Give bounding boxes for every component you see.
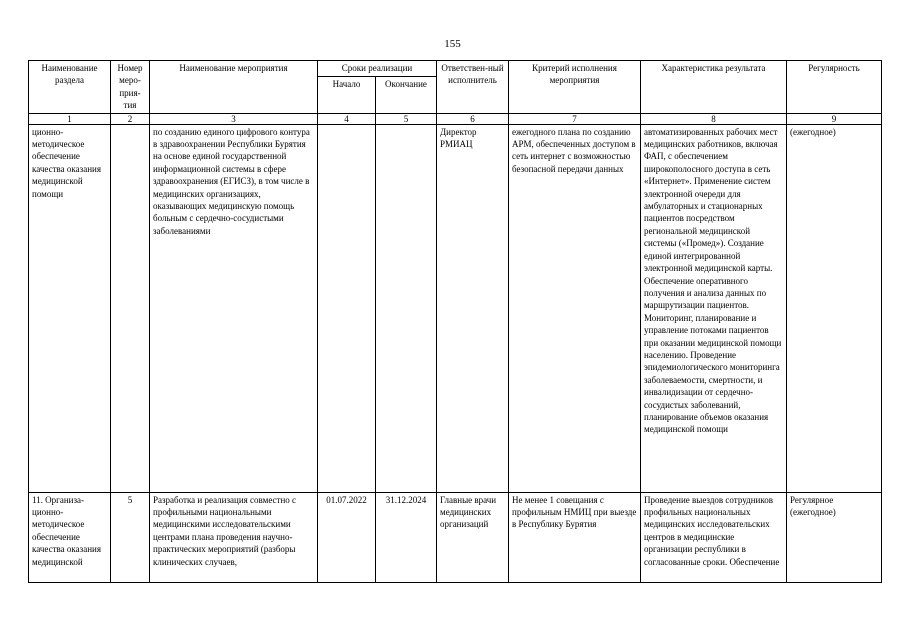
- result-cell: автоматизированных рабочих мест медицинских работников, включая ФАП, с обеспечением широкополосного доступа в сеть «Интернет». Применение систем электронной очереди для амбулаторных и стационарных пациентов посредством региональной медицинской системы («Промед»). Создание единой интегрированной электронной медицинской карты. Обеспечение оперативного получения и анализа данных по маршрутизации пациентов. Мониторинг, планирование и управление потоками пациентов при оказании медицинской помощи населению. Проведение эпидемиологического мониторинга заболеваемости, смертности, и инвалидизации от сердечно-сосудистых заболеваний, планирование объемов оказания медицинской помощи: [641, 124, 787, 492]
- column-number: 5: [376, 113, 437, 124]
- responsible-cell: Главные врачи медицинских организаций: [437, 492, 509, 582]
- header-number: Номер меро-прия-тия: [111, 61, 150, 114]
- event-cell: по созданию единого цифрового контура в здравоохранении Республики Бурятия на основе единой государственной информационной системы в сфере здравоохранения (ЕГИСЗ), в том числе в медицинских организациях, оказывающих медицинскую помощь больным с сердечно-сосудистыми заболеваниями: [150, 124, 318, 492]
- header-criterion: Критерий исполнения мероприятия: [509, 61, 641, 114]
- column-number: 2: [111, 113, 150, 124]
- header-end: Окончание: [376, 77, 437, 113]
- table-row: [29, 492, 882, 582]
- header-start: Начало: [318, 77, 376, 113]
- responsible-cell: Директор РМИАЦ: [437, 124, 509, 492]
- start-cell: [318, 124, 376, 492]
- column-numbers-row: [29, 113, 882, 124]
- header-regularity: Регулярность: [787, 61, 882, 114]
- end-cell: 31.12.2024: [376, 492, 437, 582]
- number-cell: [111, 124, 150, 492]
- page-number: 155: [444, 38, 461, 50]
- event-cell: Разработка и реализация совместно с профильными национальными медицинскими исследовательскими центрами плана проведения научно-практических мероприятий (разборы клинических случаев,: [150, 492, 318, 582]
- column-number: 6: [437, 113, 509, 124]
- header-responsible: Ответствен-ный исполнитель: [437, 61, 509, 114]
- table-row: [29, 124, 882, 492]
- start-cell: 01.07.2022: [318, 492, 376, 582]
- header-event: Наименование мероприятия: [150, 61, 318, 114]
- events-table: [28, 60, 882, 583]
- regularity-cell: Регулярное (ежегодное): [787, 492, 882, 582]
- header-period: Сроки реализации: [318, 61, 437, 77]
- result-cell: Проведение выездов сотрудников профильных национальных медицинских исследовательских центров в медицинские организации республики в согласованные сроки. Обеспечение: [641, 492, 787, 582]
- column-number: 1: [29, 113, 111, 124]
- column-number: 3: [150, 113, 318, 124]
- criterion-cell: Не менее 1 совещания с профильным НМИЦ при выезде в Республику Бурятия: [509, 492, 641, 582]
- header-section: Наименование раздела: [29, 61, 111, 114]
- header-result: Характеристика результата: [641, 61, 787, 114]
- end-cell: [376, 124, 437, 492]
- column-number: 8: [641, 113, 787, 124]
- criterion-cell: ежегодного плана по созданию АРМ, обеспеченных доступом в сеть интернет с возможностью безопасной передачи данных: [509, 124, 641, 492]
- section-cell: 11. Организа-ционно-методическое обеспечение качества оказания медицинской: [29, 492, 111, 582]
- regularity-cell: (ежегодное): [787, 124, 882, 492]
- column-number: 7: [509, 113, 641, 124]
- column-number: 4: [318, 113, 376, 124]
- number-cell: 5: [111, 492, 150, 582]
- column-number: 9: [787, 113, 882, 124]
- section-cell: ционно-методическое обеспечение качества оказания медицинской помощи: [29, 124, 111, 492]
